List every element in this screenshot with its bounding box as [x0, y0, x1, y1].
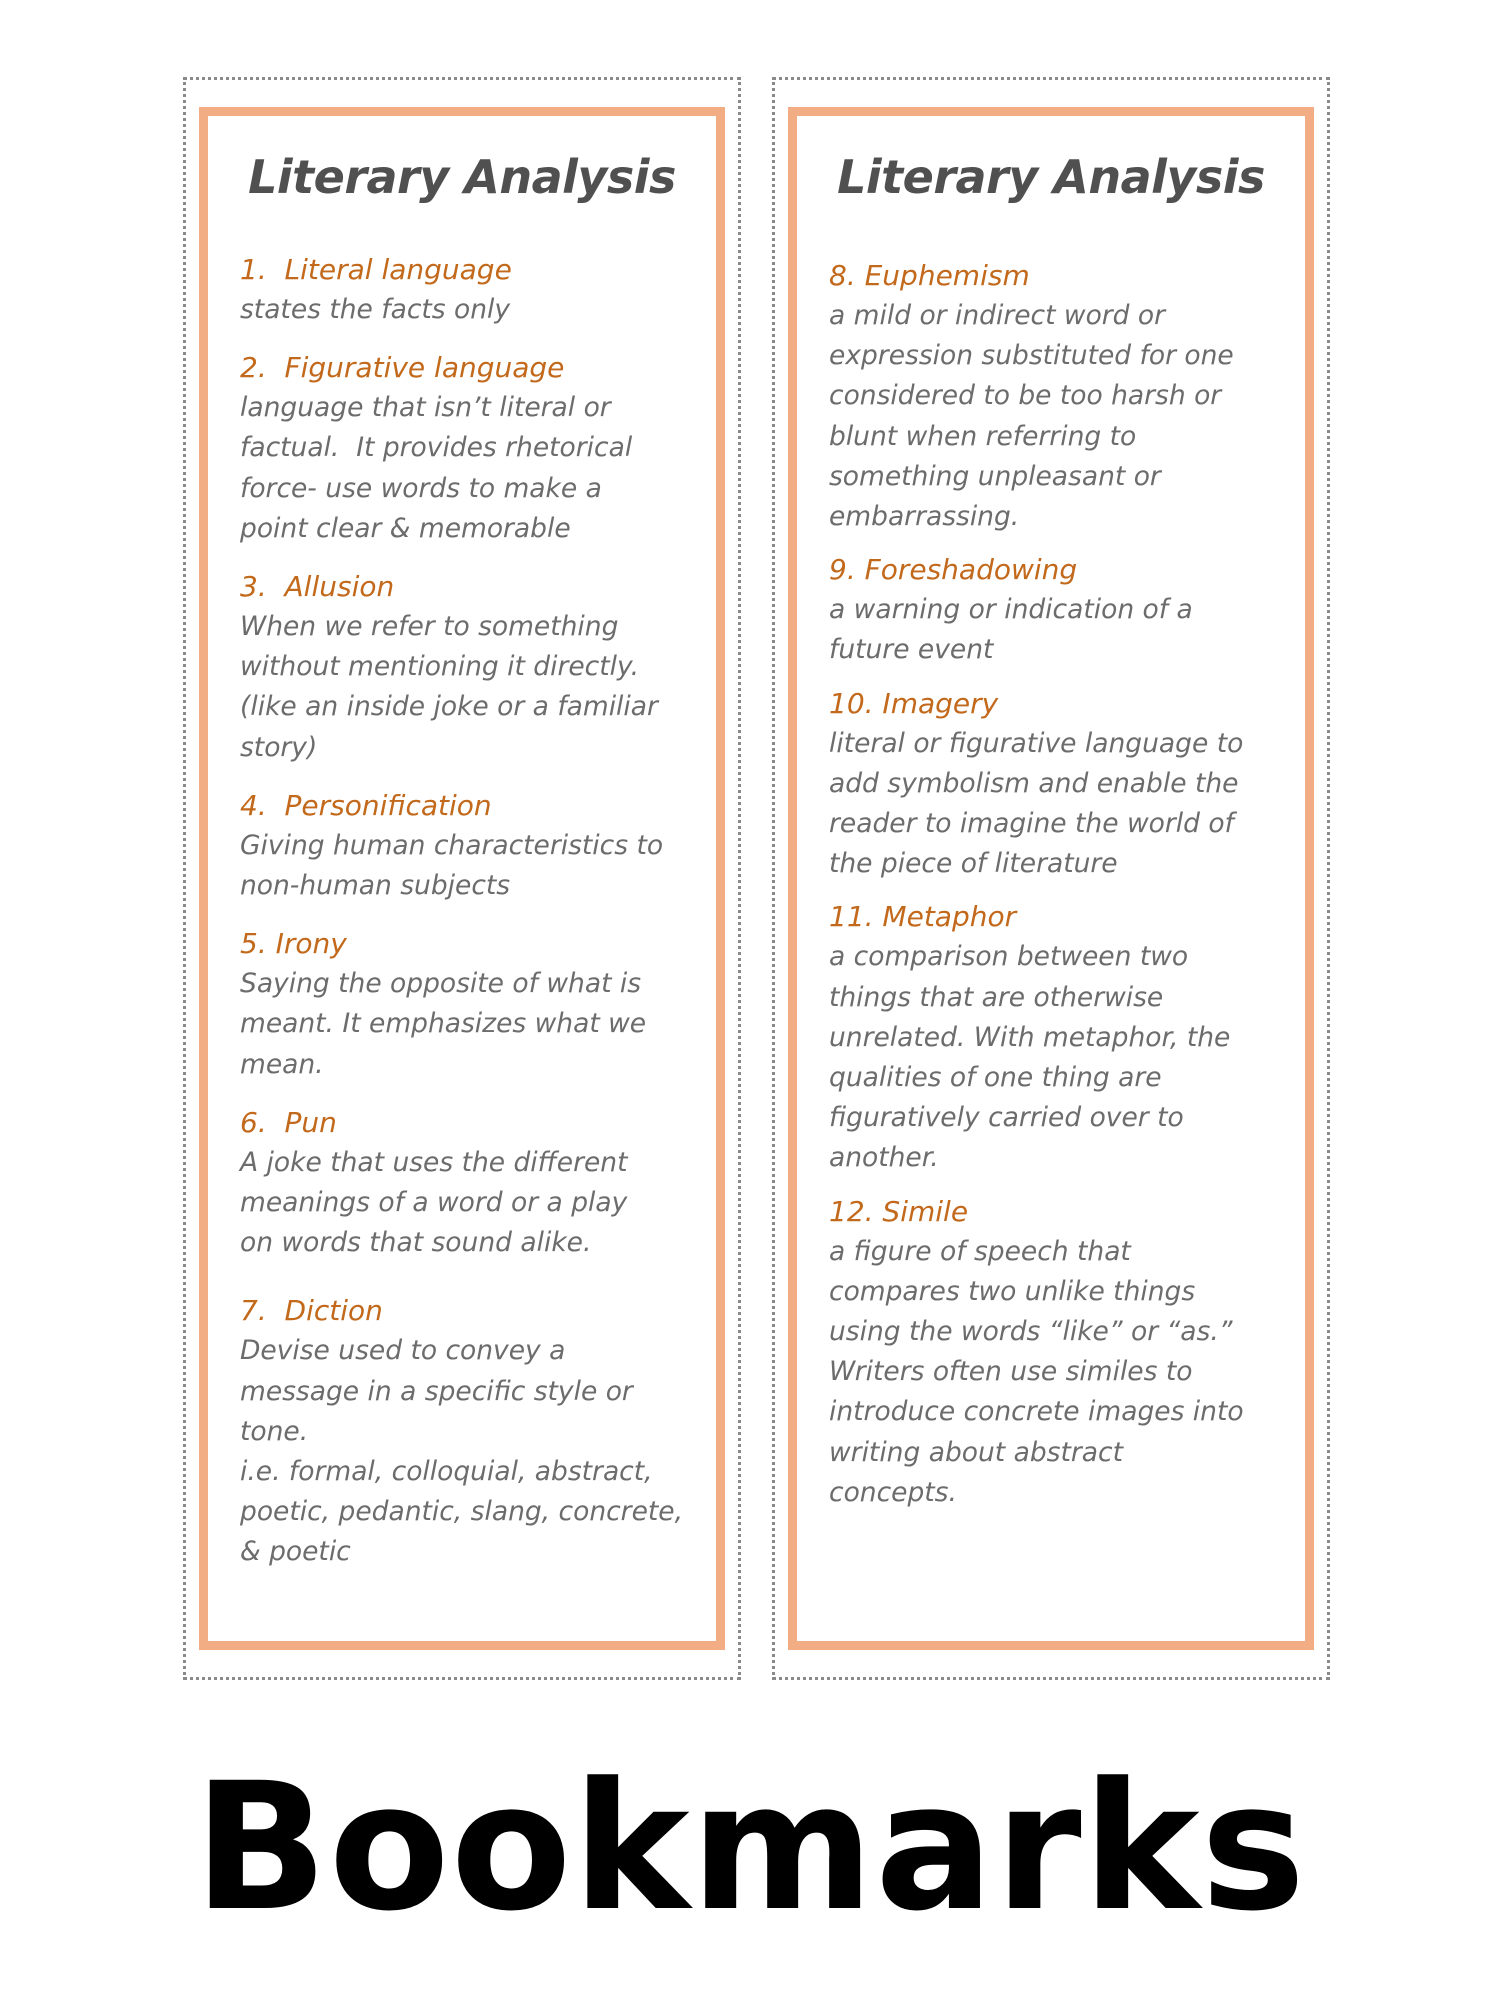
list-item [829, 550, 1285, 670]
list-item [829, 684, 1285, 885]
list-item [829, 1192, 1285, 1513]
entry-definition: a mild or indirect word or expression substituted for one considered to be too harsh or blunt when referring to something unpleasant or embarrassing. [829, 300, 1234, 533]
entry-list [240, 250, 696, 1591]
list-item [240, 567, 696, 768]
entry-definition: language that isn’t literal or factual. It provides rhetorical force- use words to make a point clear & memorable [240, 392, 633, 544]
list-item [240, 786, 696, 906]
list-item [240, 1103, 696, 1264]
entry-definition: a warning or indication of a future event [829, 594, 1193, 666]
bookmark-title: Literary Analysis [248, 150, 676, 204]
entry-term: 6. Pun [240, 1105, 337, 1139]
entry-list [829, 256, 1285, 1526]
entry-term: 12. Simile [829, 1194, 969, 1228]
entry-definition: Devise used to convey a message in a specific style or tone. i.e. formal, colloquial, abstract, poetic, pedantic, slang, concrete, & poetic [240, 1335, 683, 1568]
entry-term: 5. Irony [240, 927, 347, 961]
entry-definition: When we refer to something without mentioning it directly. (like an inside joke or a familiar story) [240, 611, 658, 763]
entry-term: 11. Metaphor [829, 900, 1017, 934]
entry-definition: Saying the opposite of what is meant. It emphasizes what we mean. [240, 968, 647, 1080]
list-item [240, 250, 696, 330]
entry-term: 4. Personification [240, 788, 492, 822]
entry-term: 7. Diction [240, 1294, 383, 1328]
entry-definition: literal or figurative language to add symbolism and enable the reader to imagine the world of the piece of literature [829, 727, 1244, 880]
page-title: Bookmarks [193, 1745, 1307, 1950]
bookmark-right [772, 77, 1330, 1680]
entry-definition: a comparison between two things that are otherwise unrelated. With metaphor, the qualities of one thing are figuratively carried over to another. [829, 941, 1231, 1174]
entry-definition: states the facts only [240, 294, 511, 325]
entry-term: 8. Euphemism [829, 259, 1030, 292]
list-item [829, 897, 1285, 1178]
bookmark-title: Literary Analysis [837, 150, 1265, 204]
bookmark-frame [199, 107, 725, 1650]
list-item [240, 348, 696, 549]
entry-definition: A joke that uses the different meanings of a word or a play on words that sound alike. [240, 1146, 628, 1259]
entry-term: 10. Imagery [829, 686, 999, 720]
list-item [240, 1291, 696, 1572]
entry-definition: Giving human characteristics to non-human subjects [240, 829, 664, 902]
entry-term: 3. Allusion [240, 570, 395, 604]
entry-definition: a figure of speech that compares two unlike things using the words “like” or “as.” Writers often use similes to introduce concrete images into writing about abstract concepts. [829, 1235, 1244, 1508]
bookmark-frame [788, 107, 1314, 1650]
list-item [829, 256, 1285, 537]
entry-term: 2. Figurative language [240, 351, 565, 385]
list-item [240, 924, 696, 1085]
bookmark-left [183, 77, 741, 1680]
entry-term: 9. Foreshadowing [829, 553, 1078, 587]
entry-term: 1. Literal language [240, 253, 512, 286]
